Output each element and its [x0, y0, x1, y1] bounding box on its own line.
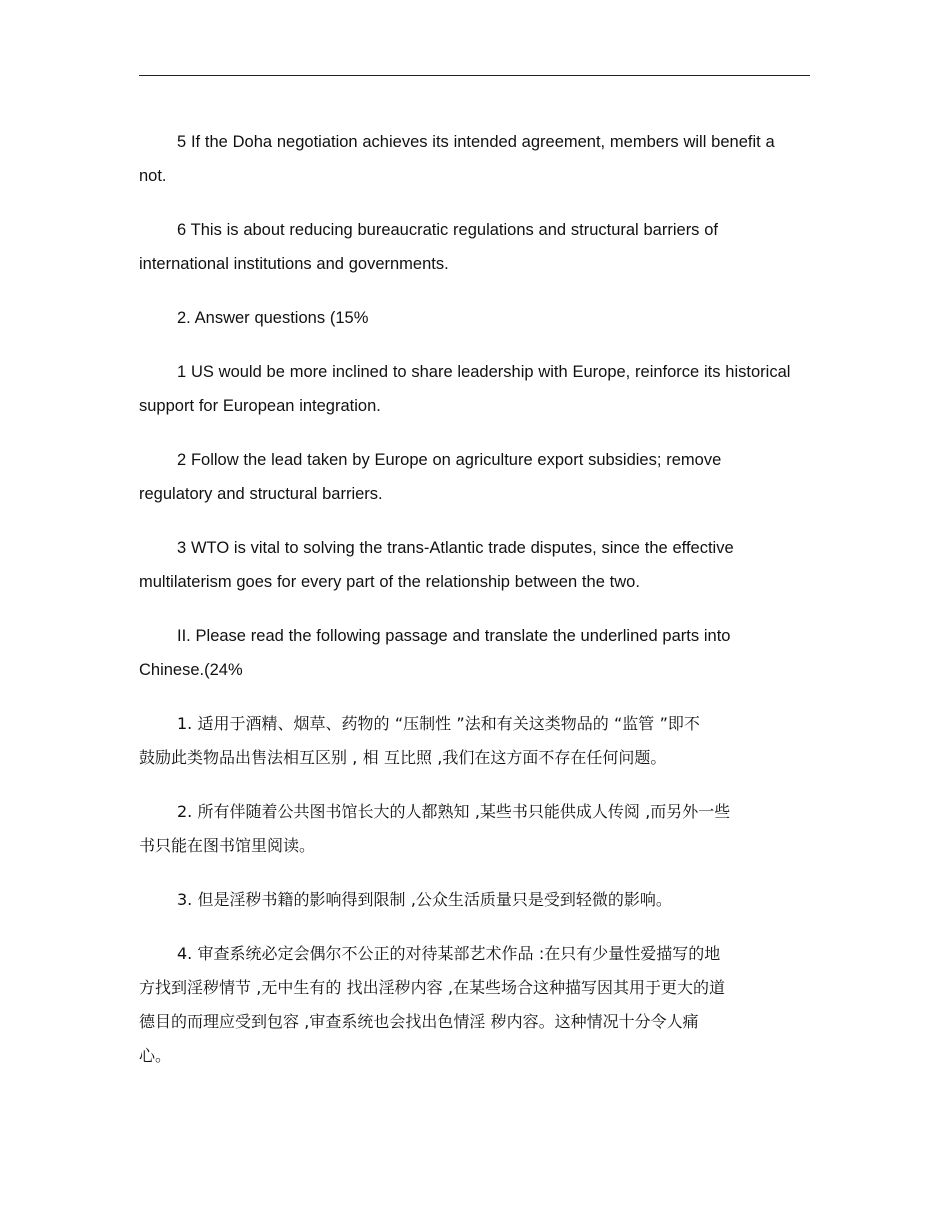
paragraph-line: 2. Answer questions (15%	[177, 309, 369, 327]
paragraph-line: multilaterism goes for every part of the relationship between the two.	[139, 573, 640, 591]
paragraph	[139, 125, 829, 193]
paragraph-line: 鼓励此类物品出售法相互区别 , 相 互比照 ,我们在这方面不存在任何问题。	[139, 748, 667, 767]
paragraph-line: 5 If the Doha negotiation achieves its intended agreement, members will benefit a	[177, 133, 775, 151]
paragraph-line: 4. 审查系统必定会偶尔不公正的对待某部艺术作品 :在只有少量性爱描写的地	[177, 944, 721, 963]
paragraph-line: international institutions and governments.	[139, 255, 449, 273]
paragraph-line: support for European integration.	[139, 397, 381, 415]
paragraph-line: Chinese.(24%	[139, 661, 243, 679]
paragraph	[139, 443, 829, 511]
header-rule	[139, 75, 810, 76]
paragraph-line: 2. 所有伴随着公共图书馆长大的人都熟知 ,某些书只能供成人传阅 ,而另外一些	[177, 802, 731, 821]
paragraph	[139, 355, 829, 423]
paragraph-line: 1. 适用于酒精、烟草、药物的 “压制性 ”法和有关这类物品的 “监管 ”即不	[177, 714, 700, 733]
paragraph-line: 方找到淫秽情节 ,无中生有的 找出淫秽内容 ,在某些场合这种描写因其用于更大的道	[139, 978, 726, 997]
paragraph-line: 1 US would be more inclined to share leadership with Europe, reinforce its historical	[177, 363, 791, 381]
paragraph-line: 3. 但是淫秽书籍的影响得到限制 ,公众生活质量只是受到轻微的影响。	[177, 890, 672, 909]
paragraph-line: II. Please read the following passage and translate the underlined parts into	[177, 627, 731, 645]
section-heading	[139, 619, 829, 687]
chinese-paragraph	[139, 883, 829, 917]
paragraph-line: 书只能在图书馆里阅读。	[139, 836, 316, 855]
chinese-paragraph	[139, 795, 829, 863]
paragraph-line: 德目的而理应受到包容 ,审查系统也会找出色情淫 秽内容。这种情况十分令人痛	[139, 1012, 699, 1031]
document-body	[139, 125, 829, 1093]
paragraph-line: 2 Follow the lead taken by Europe on agriculture export subsidies; remove	[177, 451, 722, 469]
paragraph-line: 6 This is about reducing bureaucratic regulations and structural barriers of	[177, 221, 718, 239]
chinese-paragraph	[139, 707, 829, 775]
paragraph-line: 心。	[139, 1046, 172, 1065]
section-heading	[139, 301, 829, 335]
chinese-paragraph	[139, 937, 829, 1073]
paragraph	[139, 213, 829, 281]
paragraph-line: regulatory and structural barriers.	[139, 485, 383, 503]
paragraph	[139, 531, 829, 599]
paragraph-line: not.	[139, 167, 167, 185]
paragraph-line: 3 WTO is vital to solving the trans-Atlantic trade disputes, since the effective	[177, 539, 734, 557]
